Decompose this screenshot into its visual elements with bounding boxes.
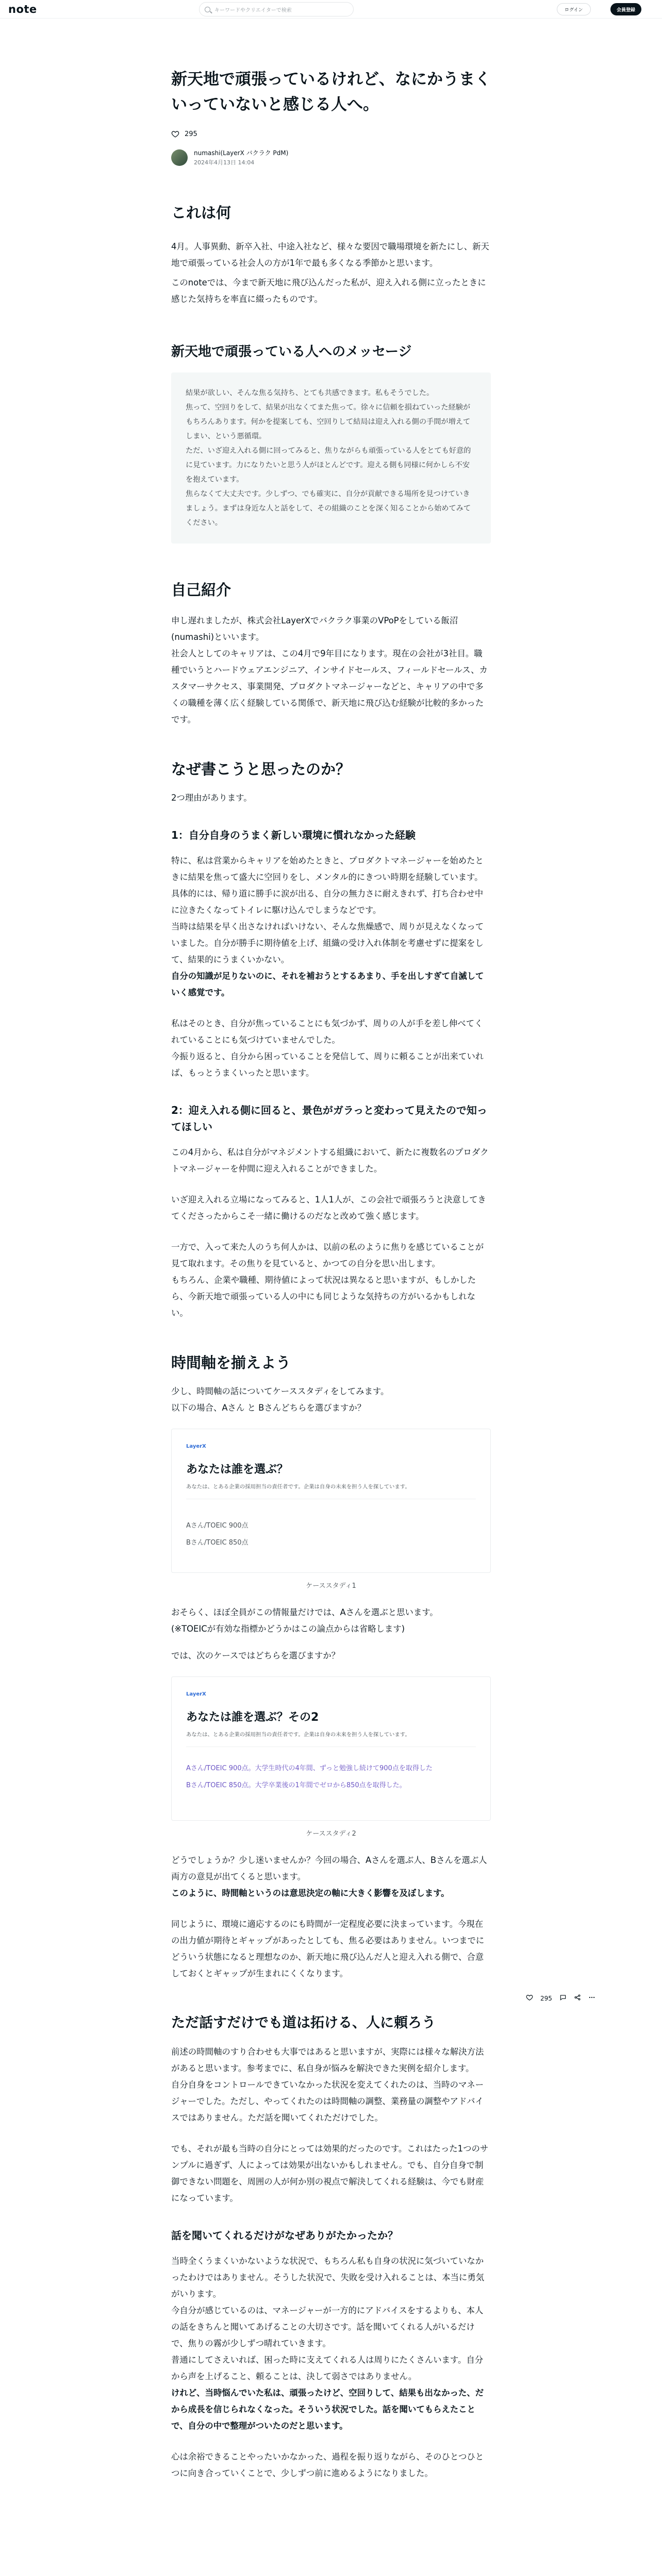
paragraph: 自分の知識が足りないのに、それを補おうとするあまり、手を出しすぎて自滅していく感覚です。 xyxy=(171,971,484,997)
case-study-card[interactable] xyxy=(171,1429,491,1573)
search-icon xyxy=(205,7,210,12)
subsection-heading: 1：自分自身のうまく新しい環境に慣れなかった経験 xyxy=(171,829,416,841)
option-a: Aさん/TOEIC 900点。大学生時代の4年間、ずっと勉強し続けて900点を取得した xyxy=(186,1765,433,1772)
quote-line: 焦って、空回りをして、結果が出なくてまた焦って。徐々に信頼を損ねていった経験がもちろんあります。何かを提案しても、空回りして結局は迎え入れる側の手間が増えてしまい、という悪循環。 xyxy=(186,403,471,440)
search-input[interactable] xyxy=(199,2,354,16)
case-study-card[interactable] xyxy=(171,1676,491,1821)
section-heading: なぜ書こうと思ったのか？ xyxy=(171,760,351,778)
quote-line: 焦らなくて大丈夫です。少しずつ、でも確実に、自分が貢献できる場所を見つけていきましょう。まずは身近な人と話をして、その組織のことを深く知ることから始めてみてください。 xyxy=(186,490,471,527)
paragraph: このnoteでは、今まで新天地に飛び込んだった私が、迎え入れる側に立ったときに感じた気持ちを率直に綴ったものです。 xyxy=(171,278,486,304)
paragraph: けれど、当時悩んでいた私は、頑張ったけど、空回りして、結果も出なかった、だから成長を信じられなくなった。そういう状況でした。話を聞いてもらえたことで、自分の中で整理がついたのだと思います。 xyxy=(171,2388,484,2431)
paragraph: 2つ理由があります。 xyxy=(171,793,252,803)
section-heading: これは何 xyxy=(171,204,231,222)
section-heading: 新天地で頑張っている人へのメッセージ xyxy=(171,344,412,360)
message-quote xyxy=(171,372,491,544)
layerx-logo: LayerX xyxy=(186,1444,206,1449)
option-b: Bさん/TOEIC 850点 xyxy=(186,1539,249,1547)
paragraph: 特に、私は営業からキャリアを始めたときと、プロダクトマネージャーを始めたときに結果を焦って盛大に空回りをし、メンタル的にきつい時期を経験しています。 xyxy=(171,856,484,882)
paragraph: 自分自身をコントロールできていなかった状況を変えてくれたのは、当時のマネージャーでした。ただし、やってくれたのは時間軸の調整、業務量の調整やアドバイスではありません。ただ話を聞いてくれただけでした。 xyxy=(171,2080,484,2123)
quote-line: ただ、いざ迎え入れる側に回ってみると、焦りながらも頑張っている人をとても好意的に見ています。力になりたいと思う人がほとんどです。迎える側も同様に何かしら不安を抱えています。 xyxy=(186,447,471,484)
heart-icon[interactable] xyxy=(171,130,179,138)
paragraph: 前述の時間軸のすり合わせも大事ではあると思いますが、実際には様々な解決方法があると思います。参考までに、私自身が悩みを解決できた実例を紹介します。 xyxy=(171,2047,484,2073)
paragraph: 以下の場合、Aさん と Bさんどちらを選びますか？ xyxy=(171,1403,366,1413)
paragraph: 一方で、入って来た人のうち何人かは、以前の私のように焦りを感じていることが見て取れます。その焦りを見ていると、かつての自分を思い出します。 xyxy=(171,1242,484,1268)
paragraph: 今振り返ると、自分から困っていることを発信して、周りに頼ることが出来ていれば、もっとうまくいったと思います。 xyxy=(171,1052,484,1078)
author-name[interactable]: numashi(LayerX バクラク PdM) xyxy=(194,149,289,157)
paragraph: 当時は結果を早く出さなければいけない、そんな焦燥感で、周りが見えなくなっていました。自分が勝手に期待値を上げ、組織の受け入れ体制を考慮せずに提案をして、結果的にうまくいかない。 xyxy=(171,922,484,964)
article xyxy=(171,67,491,2482)
note-logo[interactable]: note xyxy=(8,3,37,15)
option-b: Bさん/TOEIC 850点。大学卒業後の1年間でゼロから850点を取得した。 xyxy=(186,1782,406,1789)
author-block[interactable] xyxy=(171,148,491,166)
paragraph: 同じように、環境に適応するのにも時間が一定程度必要に決まっています。今現在の出力値が期待とギャップがあったとしても、焦る必要はありません。いつまでにどういう状態になると理想なのか、新天地に飛び込んだ人と迎え入れる側で、合意しておくとギャップが生まれにくくなります。 xyxy=(171,1919,485,1978)
section-heading: 自己紹介 xyxy=(171,581,231,599)
image-caption: ケーススタディ2 xyxy=(306,1830,356,1838)
more-icon[interactable] xyxy=(588,1994,595,2003)
search-placeholder: キーワードやクリエイターで検索 xyxy=(214,7,292,13)
like-count: 295 xyxy=(540,1994,552,2002)
quote-line: 結果が欲しい、そんな焦る気持ち、とても共感できます。私もそうでした。 xyxy=(186,389,434,397)
subsection-heading: 話を聞いてくれるだけがなぜありがたかったか？ xyxy=(171,2229,398,2242)
layerx-logo: LayerX xyxy=(186,1691,206,1697)
paragraph: 心は余裕できることやったいかなかった、過程を振り返りながら、そのひとつひとつに向き合っていくことで、少しずつ前に進めるようになりました。 xyxy=(171,2452,484,2478)
paragraph: 今自分が感じているのは、マネージャーが一方的にアドバイスをするよりも、本人の話をきちんと聞いてあげることの大切さです。話を聞いてくれる人がいるだけで、焦りの霧が少しずつ晴れていきます。 xyxy=(171,2306,484,2348)
card-title: あなたは誰を選ぶ？その2 xyxy=(186,1711,319,1724)
image-caption: ケーススタディ1 xyxy=(306,1582,356,1590)
subsection-heading: 2：迎え入れる側に回ると、景色がガラっと変わって見えたので知ってほしい xyxy=(171,1104,487,1133)
paragraph: 社会人としてのキャリアは、この4月で9年目になります。現在の会社が3社目。職種でいうとハードウェアエンジニア、インサイドセールス、フィールドセールス、カスタマーサクセス、事業開発、プロダクトマネージャーなどと、キャリアの中で多くの職種を薄く広く経験している関係で、新天地に飛び込む経験が比較的多かったです。 xyxy=(171,649,488,724)
section-heading: ただ話すだけでも道は拓ける、人に頼ろう xyxy=(171,2015,436,2031)
paragraph: でも、それが最も当時の自分にとっては効果的だったのです。これはたった1つのサンプルに過ぎず、人によっては効果が出ないかもしれません。でも、自分自身で制御できない問題を、周囲の人が何か別の視点で解決してくれる経験は、今でも財産になっています。 xyxy=(171,2144,489,2203)
paragraph: この4月から、私は自分がマネジメントする組織において、新たに複数名のプロダクトマネージャーを仲間に迎え入れることができました。 xyxy=(171,1147,489,1174)
publish-date: 2024年4月13日 14:04 xyxy=(194,159,255,166)
paragraph: どうでしょうか？少し迷いませんか？今回の場合、Aさんを選ぶ人、Bさんを選ぶ人両方の意見が出てくると思います。 xyxy=(171,1855,487,1882)
like-count-top[interactable] xyxy=(171,130,491,138)
site-header xyxy=(0,0,662,19)
card-text: あなたは、とある企業の採用担当の責任者です。企業は自身の未来を担う人を探しています。 xyxy=(186,1484,410,1490)
login-button[interactable]: ログイン xyxy=(557,3,591,15)
paragraph: 申し遅れましたが、株式会社LayerXでバクラク事業のVPoPをしている飯沼(numashi)といいます。 xyxy=(171,616,458,642)
floating-actions xyxy=(526,1994,595,2003)
paragraph: 4月。人事異動、新卒入社、中途入社など、様々な要因で職場環境を新たにし、新天地で頑張っている社会人の方が1年で最も多くなる季節かと思います。 xyxy=(171,242,489,268)
paragraph: 少し、時間軸の話についてケーススタディをしてみます。 xyxy=(171,1386,389,1396)
paragraph: もちろん、企業や職種、期待値によって状況は異なると思いますが、もしかしたら、今新天地で頑張っている人の中にも同じような気持ちの方がいるかもしれない。 xyxy=(171,1275,476,1318)
paragraph: では、次のケースではどちらを選びますか？ xyxy=(171,1651,340,1660)
paragraph: おそらく、ほぼ全員がこの情報量だけでは、Aさんを選ぶと思います。 xyxy=(171,1607,438,1617)
card-title: あなたは誰を選ぶ？ xyxy=(186,1463,289,1476)
share-icon[interactable] xyxy=(574,1994,581,2003)
paragraph: このように、時間軸というのは意思決定の軸に大きく影響を及ぼします。 xyxy=(171,1888,450,1898)
avatar[interactable] xyxy=(171,149,188,166)
paragraph: 普通にしてさえいれば、困った時に支えてくれる人は周りにたくさんいます。自分から声を上げること、頼ることは、決して弱さではありません。 xyxy=(171,2355,484,2381)
heart-icon[interactable] xyxy=(526,1994,533,2003)
card-text: あなたは、とある企業の採用担当の責任者です。企業は自身の未来を担う人を探しています。 xyxy=(186,1732,410,1738)
paragraph: 私はそのとき、自分が焦っていることにも気づかず、周りの人が手を差し伸べてくれていることにも気づけていませんでした。 xyxy=(171,1019,483,1045)
paragraph: (※TOEICが有効な指標かどうかはこの論点からは省略します) xyxy=(171,1624,405,1634)
article-title: 新天地で頑張っているけれど、なにかうまくいっていないと感じる人へ。 xyxy=(171,70,491,114)
paragraph: いざ迎え入れる立場になってみると、1人1人が、この会社で頑張ろうと決意してきてくださったからこそ一緒に働けるのだなと改めて強く感じます。 xyxy=(171,1195,486,1221)
paragraph: 当時全くうまくいかないような状況で、もちろん私も自身の状況に気づいていなかったわけではありません。そうした状況で、失敗を受け入れることは、本当に勇気がいります。 xyxy=(171,2256,485,2299)
option-a: Aさん/TOEIC 900点 xyxy=(186,1522,249,1530)
signup-button[interactable]: 会員登録 xyxy=(610,3,641,15)
section-heading: 時間軸を揃えよう xyxy=(171,1354,291,1371)
like-count: 295 xyxy=(185,130,197,138)
paragraph: 具体的には、帰り道に勝手に涙が出る、自分の無力さに耐えきれず、打ち合わせ中に泣きたくなってトイレに駆け込んでしまうなどです。 xyxy=(171,889,484,915)
comment-icon[interactable] xyxy=(559,1994,567,2003)
